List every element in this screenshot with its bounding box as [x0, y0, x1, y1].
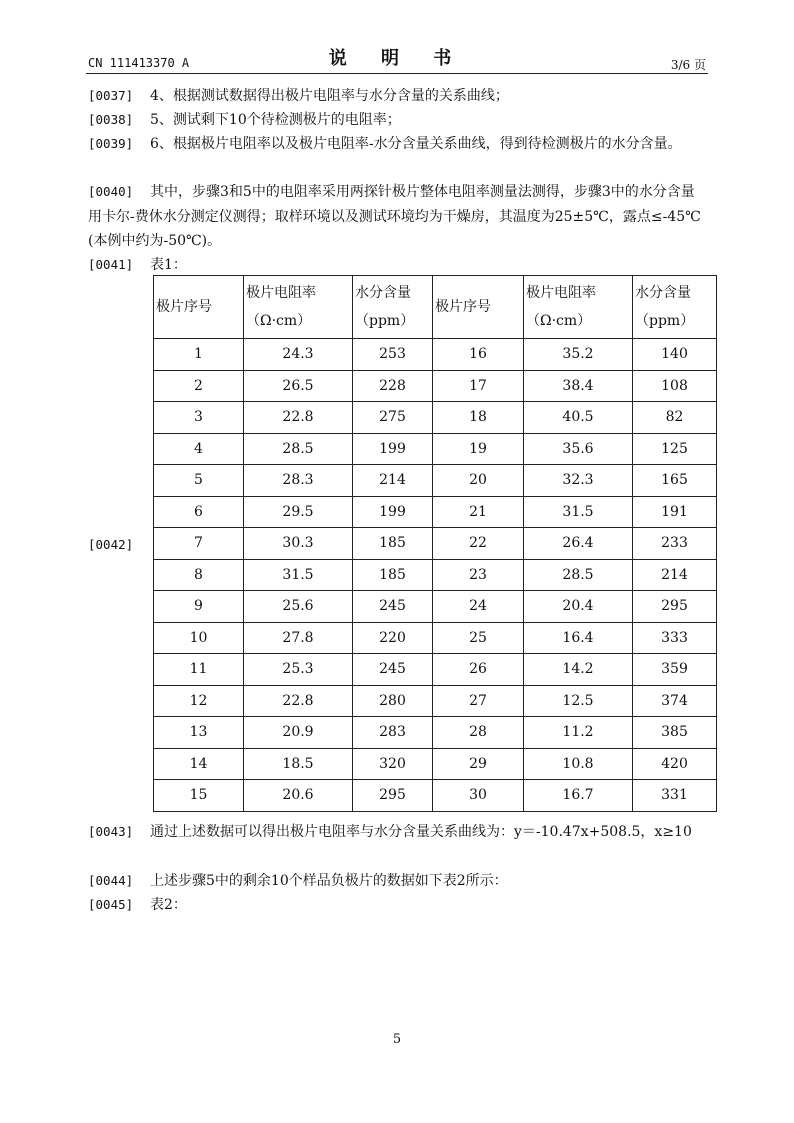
table-cell: 228	[353, 370, 433, 402]
table-cell: 82	[633, 402, 717, 434]
table-cell: 22	[433, 528, 524, 560]
table-cell: 17	[433, 370, 524, 402]
table-cell: 16	[433, 339, 524, 371]
table-cell: 20	[433, 465, 524, 497]
paragraph-text: 上述步骤5中的剩余10个样品负极片的数据如下表2所示：	[150, 873, 508, 889]
table-row	[154, 654, 717, 686]
table-cell: 28.5	[524, 559, 633, 591]
table-cell: 16.4	[524, 622, 633, 654]
paragraph-text: 6、根据极片电阻率以及极片电阻率-水分含量关系曲线，得到待检测极片的水分含量。	[150, 136, 682, 152]
table-row	[154, 496, 717, 528]
table-row	[154, 717, 717, 749]
table-cell: 359	[633, 654, 717, 686]
table-cell: 4	[154, 433, 244, 465]
table-row	[154, 559, 717, 591]
table-cell: 280	[353, 685, 433, 717]
document-title: 说 明 书	[328, 48, 466, 69]
table-cell: 199	[353, 496, 433, 528]
table-row	[154, 622, 717, 654]
table-cell: 214	[353, 465, 433, 497]
table-row	[154, 370, 717, 402]
table-cell: 27	[433, 685, 524, 717]
table-cell: 29	[433, 748, 524, 780]
paragraph-0040	[88, 180, 708, 254]
table-cell: 10.8	[524, 748, 633, 780]
table-cell: 28	[433, 717, 524, 749]
paragraph-number: [0042]	[88, 537, 134, 552]
table-cell: 220	[353, 622, 433, 654]
header-sample-no-2: 极片序号	[433, 276, 524, 339]
table-cell: 2	[154, 370, 244, 402]
table-cell: 233	[633, 528, 717, 560]
table-cell: 20.6	[244, 780, 353, 812]
paragraph-0039	[88, 132, 708, 157]
header-resistivity-2: 极片电阻率（Ω·cm）	[524, 276, 633, 339]
table-header-row	[154, 276, 717, 339]
table-cell: 26.5	[244, 370, 353, 402]
table-cell: 3	[154, 402, 244, 434]
paragraph-number: [0040]	[88, 184, 134, 199]
table-cell: 385	[633, 717, 717, 749]
table-cell: 29.5	[244, 496, 353, 528]
table-cell: 32.3	[524, 465, 633, 497]
table-cell: 295	[633, 591, 717, 623]
table-cell: 12.5	[524, 685, 633, 717]
paragraph-0044	[88, 869, 708, 894]
table-cell: 185	[353, 528, 433, 560]
paragraph-number: [0041]	[88, 257, 134, 272]
table-cell: 28.3	[244, 465, 353, 497]
table-cell: 25.6	[244, 591, 353, 623]
table-cell: 10	[154, 622, 244, 654]
table-cell: 25	[433, 622, 524, 654]
table-row	[154, 465, 717, 497]
table-cell: 283	[353, 717, 433, 749]
paragraph-0037	[88, 84, 708, 109]
table-cell: 108	[633, 370, 717, 402]
paragraph-text: 其中，步骤3和5中的电阻率采用两探针极片整体电阻率测量法测得，步骤3中的水分含量用卡尔-费休水分测定仪测得；取样环境以及测试环境均为干燥房，其温度为25±5℃，露点≤-45℃(本例中约为-50℃)。	[88, 184, 701, 249]
table-cell: 12	[154, 685, 244, 717]
table-cell: 15	[154, 780, 244, 812]
header-moisture-2: 水分含量（ppm）	[633, 276, 717, 339]
page-indicator: 3/6 页	[670, 58, 706, 72]
header-moisture: 水分含量（ppm）	[353, 276, 433, 339]
table-cell: 22.8	[244, 402, 353, 434]
data-table-1	[153, 275, 717, 812]
table-cell: 140	[633, 339, 717, 371]
table-cell: 6	[154, 496, 244, 528]
table-cell: 28.5	[244, 433, 353, 465]
table-cell: 25.3	[244, 654, 353, 686]
table-cell: 9	[154, 591, 244, 623]
table-cell: 19	[433, 433, 524, 465]
paragraph-text: 4、根据测试数据得出极片电阻率与水分含量的关系曲线；	[150, 88, 509, 104]
paragraph-number: [0038]	[88, 112, 134, 127]
paragraph-0041	[88, 253, 708, 278]
table-cell: 125	[633, 433, 717, 465]
table-cell: 35.6	[524, 433, 633, 465]
table-cell: 20.9	[244, 717, 353, 749]
table-cell: 7	[154, 528, 244, 560]
table-cell: 21	[433, 496, 524, 528]
table-cell: 275	[353, 402, 433, 434]
table-row	[154, 780, 717, 812]
table-cell: 8	[154, 559, 244, 591]
table-cell: 20.4	[524, 591, 633, 623]
table-row	[154, 748, 717, 780]
table-cell: 245	[353, 654, 433, 686]
table-cell: 16.7	[524, 780, 633, 812]
table-cell: 191	[633, 496, 717, 528]
paragraph-number: [0044]	[88, 873, 134, 888]
table-cell: 14	[154, 748, 244, 780]
paragraph-0042	[88, 533, 148, 558]
table-cell: 26	[433, 654, 524, 686]
paragraph-0045	[88, 893, 708, 918]
table-cell: 22.8	[244, 685, 353, 717]
table-cell: 214	[633, 559, 717, 591]
header-divider	[86, 73, 708, 74]
paragraph-text: 通过上述数据可以得出极片电阻率与水分含量关系曲线为：y＝-10.47x+508.5，x≥10	[150, 824, 692, 840]
table-cell: 18	[433, 402, 524, 434]
paragraph-number: [0043]	[88, 824, 134, 839]
table-cell: 35.2	[524, 339, 633, 371]
table-cell: 1	[154, 339, 244, 371]
table-row	[154, 433, 717, 465]
table-cell: 14.2	[524, 654, 633, 686]
table-row	[154, 685, 717, 717]
table-cell: 38.4	[524, 370, 633, 402]
table-cell: 374	[633, 685, 717, 717]
table-row	[154, 591, 717, 623]
table-cell: 295	[353, 780, 433, 812]
table-row	[154, 402, 717, 434]
paragraph-text: 5、测试剩下10个待检测极片的电阻率；	[150, 112, 401, 128]
table-cell: 420	[633, 748, 717, 780]
table-row	[154, 339, 717, 371]
table-cell: 24	[433, 591, 524, 623]
paragraph-number: [0037]	[88, 88, 134, 103]
table-cell: 40.5	[524, 402, 633, 434]
table-row	[154, 528, 717, 560]
paragraph-0038	[88, 108, 708, 133]
table-cell: 245	[353, 591, 433, 623]
table-cell: 253	[353, 339, 433, 371]
table-cell: 24.3	[244, 339, 353, 371]
table-cell: 333	[633, 622, 717, 654]
paragraph-text: 表2：	[150, 897, 187, 913]
table-cell: 30	[433, 780, 524, 812]
table-cell: 331	[633, 780, 717, 812]
table-cell: 11	[154, 654, 244, 686]
table-cell: 27.8	[244, 622, 353, 654]
header-sample-no: 极片序号	[154, 276, 244, 339]
paragraph-0043	[88, 820, 708, 845]
page-number: 5	[392, 1032, 402, 1047]
header-resistivity: 极片电阻率（Ω·cm）	[244, 276, 353, 339]
paragraph-number: [0045]	[88, 897, 134, 912]
patent-number: CN 111413370 A	[88, 56, 190, 70]
table-cell: 31.5	[524, 496, 633, 528]
table-cell: 199	[353, 433, 433, 465]
paragraph-number: [0039]	[88, 136, 134, 151]
table-cell: 23	[433, 559, 524, 591]
table-cell: 30.3	[244, 528, 353, 560]
table-cell: 18.5	[244, 748, 353, 780]
table-cell: 13	[154, 717, 244, 749]
table-cell: 320	[353, 748, 433, 780]
table-cell: 185	[353, 559, 433, 591]
table-cell: 11.2	[524, 717, 633, 749]
table-cell: 31.5	[244, 559, 353, 591]
table-cell: 26.4	[524, 528, 633, 560]
table-cell: 165	[633, 465, 717, 497]
table-cell: 5	[154, 465, 244, 497]
paragraph-text: 表1：	[150, 257, 187, 273]
